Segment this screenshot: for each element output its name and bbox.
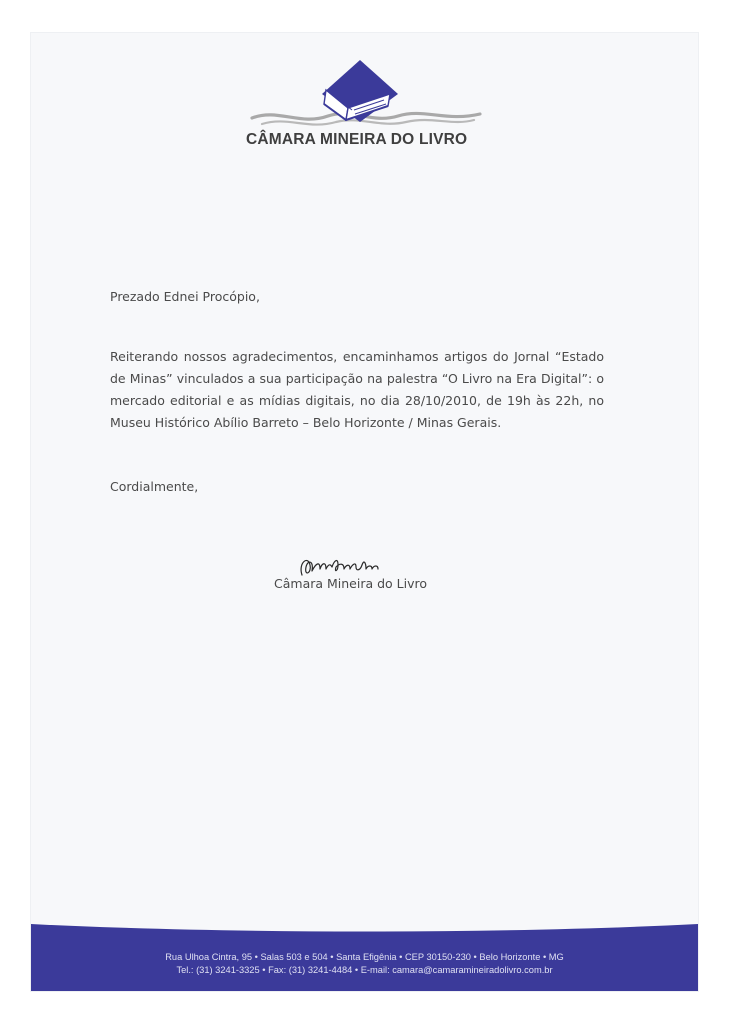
signatory-name: Câmara Mineira do Livro (274, 576, 428, 591)
footer-address: Rua Ulhoa Cintra, 95 • Salas 503 e 504 • Santa Efigênia • CEP 30150-230 • Belo Horizonte • MG (165, 952, 564, 962)
letter-salutation: Prezado Ednei Procópio, (110, 289, 260, 304)
letterhead-footer (31, 922, 698, 991)
footer-contact: Tel.: (31) 3241-3325 • Fax: (31) 3241-4484 • E-mail: camara@camaramineiradolivro.com.br (176, 965, 553, 975)
letter-page (31, 33, 698, 991)
letter-body: Reiterando nossos agradecimentos, encaminhamos artigos do Jornal “Estado de Minas” vinculados a sua participação na palestra “O Livro na Era Digital”: o mercado editorial e as mídias digitais, no dia 28/10/2010, de 19h às 22h, no Museu Histórico Abílio Barreto – Belo Horizonte / Minas Gerais. (110, 349, 604, 430)
organization-name: CÂMARA MINEIRA DO LIVRO (246, 131, 468, 148)
letter-closing: Cordialmente, (110, 479, 199, 494)
